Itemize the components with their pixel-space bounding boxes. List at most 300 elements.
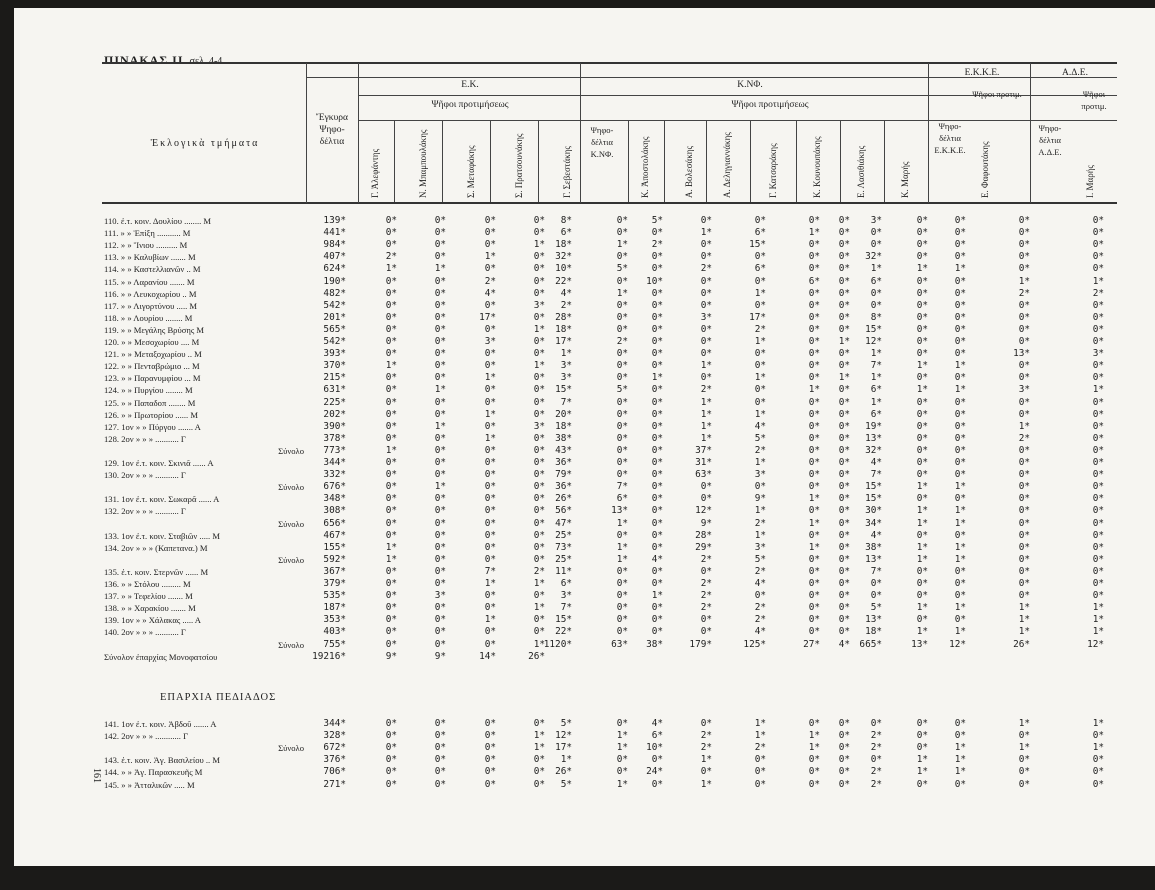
table-cell: 0*: [616, 766, 628, 778]
table-cell: 0*: [533, 626, 545, 638]
table-cell: 0*: [533, 718, 545, 729]
candidate-header: Ν. Μπαμπουλάκης: [418, 129, 428, 198]
table-cell: 0*: [1092, 263, 1104, 275]
table-cell: 4*: [560, 287, 572, 299]
table-cell: 0*: [434, 444, 446, 456]
table-cell: 0*: [385, 614, 397, 626]
row-label: 126. » » Πρωτορίου ...... Μ: [104, 409, 198, 420]
table-cell: 0*: [533, 590, 545, 602]
table-cell: 1*: [838, 336, 850, 347]
table-cell: 0*: [651, 626, 663, 638]
table-cell: 0*: [434, 638, 446, 650]
table-cell: 0*: [1018, 372, 1030, 384]
table-cell: 0*: [916, 372, 928, 384]
header-valid: Ἔγκυρα Ψηφο- δέλτια: [316, 113, 348, 147]
table-cell: 0*: [838, 384, 850, 396]
table-cell: 0*: [870, 239, 882, 251]
table-cell: 0*: [1018, 311, 1030, 323]
table-cell: 370*: [323, 360, 346, 372]
table-cell: 0*: [754, 778, 766, 790]
table-cell: 0*: [916, 336, 928, 347]
column-divider: [490, 121, 491, 202]
table-cell: 0*: [808, 444, 820, 456]
table-cell: 22*: [555, 626, 572, 638]
table-cell: 0*: [484, 323, 496, 335]
table-cell: 0*: [700, 215, 712, 226]
table-cell: 1*: [385, 541, 397, 553]
table-cell: 0*: [838, 457, 850, 468]
table-cell: 441*: [323, 227, 346, 239]
row-label: 112. » » Ἴνιου .......... Μ: [104, 240, 188, 251]
header-pref-ek: Ψῆφοι προτιμήσεως: [431, 100, 509, 110]
table-cell: 0*: [838, 251, 850, 263]
table-cell: 0*: [533, 444, 545, 456]
table-cell: 3*: [870, 215, 882, 226]
table-cell: 2*: [616, 336, 628, 347]
table-cell: 773*: [323, 444, 346, 456]
column-divider: [706, 121, 707, 202]
row-label: 110. ἐ.τ. κοιν. Δουλίου ........ Μ: [104, 216, 212, 226]
table-cell: 5*: [616, 384, 628, 396]
table-cell: 0*: [1092, 457, 1104, 468]
table-cell: 0*: [954, 444, 966, 456]
table-cell: 0*: [916, 469, 928, 481]
table-cell: 11*: [555, 565, 572, 577]
table-cell: 0*: [838, 481, 850, 493]
table-cell: 1*: [616, 517, 628, 529]
table-cell: 0*: [484, 718, 496, 729]
table-cell: 0*: [838, 541, 850, 553]
table-cell: 0*: [484, 444, 496, 456]
table-cell: 0*: [434, 299, 446, 311]
table-cell: 0*: [651, 299, 663, 311]
table-cell: 9*: [754, 493, 766, 505]
table-cell: 38*: [646, 638, 663, 650]
row-label: 136. » » Στόλου ......... Μ: [104, 579, 191, 589]
table-cell: 190*: [323, 275, 346, 287]
table-cell: 1*: [954, 742, 966, 754]
table-cell: 36*: [555, 457, 572, 468]
table-cell: 17*: [555, 336, 572, 347]
row-label: 140. 2ον » » » ........... Γ: [104, 627, 186, 638]
table-cell: 0*: [616, 529, 628, 541]
table-cell: 0*: [651, 287, 663, 299]
table-cell: 0*: [484, 420, 496, 432]
table-cell: 3*: [560, 590, 572, 602]
table-cell: 0*: [616, 718, 628, 729]
table-cell: 0*: [1018, 215, 1030, 226]
table-cell: 0*: [533, 384, 545, 396]
table-cell: 2*: [700, 578, 712, 589]
table-cell: 0*: [434, 553, 446, 565]
table-cell: 0*: [1018, 336, 1030, 347]
table-cell: 0*: [1092, 553, 1104, 565]
table-cell: 0*: [954, 336, 966, 347]
table-cell: 1*: [434, 481, 446, 493]
table-cell: 0*: [1018, 730, 1030, 742]
table-cell: 0*: [484, 754, 496, 766]
table-cell: 0*: [1092, 493, 1104, 505]
table-cell: 1*: [560, 754, 572, 766]
table-cell: 0*: [808, 529, 820, 541]
table-cell: 0*: [484, 481, 496, 493]
table-cell: 0*: [838, 239, 850, 251]
candidate-header: Α. Δεληγιαννάκης: [722, 132, 732, 198]
table-cell: 0*: [916, 718, 928, 729]
table-cell: 0*: [434, 565, 446, 577]
table-cell: 0*: [838, 529, 850, 541]
table-cell: 0*: [838, 565, 850, 577]
table-cell: 0*: [1018, 263, 1030, 275]
table-cell: 20*: [555, 408, 572, 420]
table-cell: 18*: [555, 239, 572, 251]
table-cell: 1*: [1092, 275, 1104, 287]
table-cell: 0*: [484, 384, 496, 396]
table-cell: 1*: [808, 384, 820, 396]
table-cell: 0*: [616, 396, 628, 408]
table-cell: 2*: [560, 299, 572, 311]
table-cell: 3*: [754, 541, 766, 553]
table-cell: 0*: [385, 529, 397, 541]
table-cell: 0*: [434, 493, 446, 505]
table-cell: 0*: [916, 444, 928, 456]
table-cell: 4*: [754, 420, 766, 432]
table-cell: 4*: [838, 638, 850, 650]
row-label: 122. » » Πενταβρώμιο ... Μ: [104, 361, 200, 372]
table-cell: 2*: [754, 323, 766, 335]
table-cell: 0*: [1018, 408, 1030, 420]
table-cell: 0*: [1018, 778, 1030, 790]
table-cell: 0*: [533, 372, 545, 384]
table-cell: 0*: [838, 614, 850, 626]
table-cell: 0*: [651, 754, 663, 766]
table-cell: 0*: [385, 754, 397, 766]
table-cell: 0*: [838, 578, 850, 589]
table-cell: 0*: [916, 778, 928, 790]
table-cell: 1*: [916, 505, 928, 517]
table-cell: 0*: [1092, 766, 1104, 778]
table-cell: 0*: [385, 432, 397, 444]
table-cell: 0*: [434, 323, 446, 335]
table-cell: 3*: [700, 311, 712, 323]
table-cell: 0*: [1092, 408, 1104, 420]
table-cell: 0*: [385, 408, 397, 420]
table-cell: 0*: [434, 602, 446, 614]
table-cell: 1*: [434, 384, 446, 396]
table-cell: 0*: [808, 553, 820, 565]
table-cell: 0*: [1092, 251, 1104, 263]
table-cell: 0*: [484, 348, 496, 360]
table-cell: 0*: [1092, 517, 1104, 529]
table-cell: 26*: [1013, 638, 1030, 650]
table-cell: 2*: [870, 778, 882, 790]
table-cell: 2*: [1018, 432, 1030, 444]
table-cell: 0*: [808, 766, 820, 778]
table-cell: 1*: [484, 432, 496, 444]
table-cell: 0*: [838, 505, 850, 517]
table-cell: 179*: [689, 638, 712, 650]
table-cell: 535*: [323, 590, 346, 602]
table-cell: 0*: [916, 323, 928, 335]
table-cell: 0*: [385, 638, 397, 650]
table-cell: 0*: [484, 360, 496, 372]
table-cell: 0*: [434, 239, 446, 251]
table-cell: 467*: [323, 529, 346, 541]
table-cell: 0*: [651, 529, 663, 541]
table-cell: 202*: [323, 408, 346, 420]
table-cell: 0*: [1092, 432, 1104, 444]
table-cell: 25*: [555, 529, 572, 541]
table-cell: 0*: [651, 408, 663, 420]
table-cell: 0*: [385, 420, 397, 432]
table-cell: 18*: [555, 420, 572, 432]
table-cell: 482*: [323, 287, 346, 299]
table-cell: 0*: [434, 251, 446, 263]
table-cell: 0*: [808, 263, 820, 275]
table-cell: 376*: [323, 754, 346, 766]
table-cell: 1*: [916, 602, 928, 614]
table-cell: 4*: [484, 287, 496, 299]
table-cell: 13*: [911, 638, 928, 650]
table-cell: 4*: [754, 626, 766, 638]
table-cell: 1*: [533, 638, 545, 650]
table-subtitle: σελ. 4-4: [189, 56, 223, 67]
table-cell: 0*: [808, 481, 820, 493]
table-cell: 0*: [808, 432, 820, 444]
header-divider: [306, 63, 307, 203]
table-cell: 0*: [700, 493, 712, 505]
table-cell: 0*: [533, 336, 545, 347]
table-cell: 0*: [434, 360, 446, 372]
table-cell: 6*: [870, 408, 882, 420]
table-cell: 5*: [754, 553, 766, 565]
table-cell: 1*: [385, 553, 397, 565]
table-cell: 7*: [870, 565, 882, 577]
table-cell: 0*: [700, 766, 712, 778]
table-cell: 0*: [954, 287, 966, 299]
table-cell: 0*: [484, 396, 496, 408]
table-cell: 0*: [808, 602, 820, 614]
table-cell: 0*: [1018, 239, 1030, 251]
table-cell: 15*: [749, 239, 766, 251]
table-cell: 43*: [555, 444, 572, 456]
table-cell: 1*: [1018, 614, 1030, 626]
table-cell: 0*: [484, 505, 496, 517]
table-cell: 0*: [838, 323, 850, 335]
table-cell: 0*: [434, 505, 446, 517]
table-cell: 0*: [1092, 311, 1104, 323]
table-cell: 0*: [651, 396, 663, 408]
table-cell: 0*: [651, 602, 663, 614]
table-cell: 1*: [1092, 718, 1104, 729]
table-cell: 1*: [808, 517, 820, 529]
table-cell: 348*: [323, 493, 346, 505]
table-cell: 0*: [484, 638, 496, 650]
table-cell: 1*: [754, 457, 766, 468]
header-divider: [580, 63, 581, 203]
table-cell: 0*: [1018, 396, 1030, 408]
table-cell: 0*: [808, 457, 820, 468]
table-cell: 0*: [484, 553, 496, 565]
table-cell: 0*: [616, 444, 628, 456]
table-cell: 0*: [1092, 227, 1104, 239]
table-cell: 6*: [870, 384, 882, 396]
table-cell: 1*: [700, 396, 712, 408]
row-label: 127. 1ον » » Πύργου ....... Α: [104, 421, 201, 432]
table-cell: 7*: [870, 469, 882, 481]
table-cell: 7*: [484, 565, 496, 577]
table-cell: 0*: [651, 227, 663, 239]
table-cell: 0*: [1018, 469, 1030, 481]
table-cell: 0*: [385, 469, 397, 481]
table-cell: 0*: [838, 444, 850, 456]
table-cell: 0*: [916, 742, 928, 754]
table-cell: 1*: [385, 263, 397, 275]
table-cell: 4*: [651, 718, 663, 729]
row-label: Σύνολον ἐπαρχίας Μονοφατσίου: [104, 651, 218, 662]
header-knf: Κ.ΝΦ.: [737, 80, 763, 90]
table-cell: 271*: [323, 778, 346, 790]
table-cell: 0*: [916, 311, 928, 323]
table-cell: 0*: [616, 565, 628, 577]
table-cell: 0*: [1018, 590, 1030, 602]
table-cell: 0*: [616, 432, 628, 444]
table-cell: 0*: [954, 457, 966, 468]
table-cell: 0*: [385, 457, 397, 468]
table-cell: 1*: [1018, 602, 1030, 614]
table-cell: 0*: [808, 420, 820, 432]
candidate-header: Γ. Ἀλεφάντης: [370, 148, 380, 198]
table-cell: 0*: [1092, 372, 1104, 384]
header-pref-knf: Ψῆφοι προτιμήσεως: [731, 100, 809, 110]
header-ballots-knf: Ψηφο- δέλτια Κ.ΝΦ.: [590, 125, 614, 159]
table-cell: 0*: [385, 626, 397, 638]
table-cell: 0*: [808, 336, 820, 347]
table-cell: 0*: [533, 227, 545, 239]
table-cell: 565*: [323, 323, 346, 335]
table-cell: 0*: [1018, 227, 1030, 239]
table-cell: 0*: [870, 590, 882, 602]
table-cell: 0*: [434, 469, 446, 481]
table-cell: 0*: [385, 323, 397, 335]
table-cell: 0*: [838, 215, 850, 226]
table-cell: 0*: [916, 215, 928, 226]
table-cell: 13*: [865, 614, 882, 626]
table-cell: 0*: [385, 239, 397, 251]
table-cell: 1*: [954, 754, 966, 766]
table-cell: 0*: [1092, 505, 1104, 517]
table-cell: 4*: [870, 529, 882, 541]
table-cell: 1*: [616, 287, 628, 299]
table-cell: 26*: [528, 650, 545, 662]
table-cell: 0*: [916, 299, 928, 311]
table-cell: 19*: [865, 420, 882, 432]
table-cell: 0*: [1092, 215, 1104, 226]
header-divider: [358, 63, 359, 203]
table-cell: 2*: [700, 553, 712, 565]
table-cell: 25*: [555, 553, 572, 565]
table-cell: 407*: [323, 251, 346, 263]
table-cell: 0*: [838, 263, 850, 275]
table-cell: 0*: [916, 251, 928, 263]
table-cell: 0*: [533, 766, 545, 778]
table-cell: 1*: [954, 517, 966, 529]
table-cell: 0*: [754, 348, 766, 360]
table-cell: 0*: [616, 275, 628, 287]
table-cell: 1*: [916, 517, 928, 529]
table-cell: 332*: [323, 469, 346, 481]
table-cell: 0*: [484, 541, 496, 553]
table-cell: 0*: [870, 287, 882, 299]
table-cell: 3*: [434, 590, 446, 602]
table-cell: 1*: [954, 626, 966, 638]
table-cell: 0*: [954, 408, 966, 420]
header-ballots-ekke: Ψηφο- δέλτια Ε.Κ.Κ.Ε.: [934, 121, 966, 155]
table-cell: 0*: [484, 493, 496, 505]
table-cell: 1*: [616, 553, 628, 565]
table-cell: 2*: [754, 565, 766, 577]
table-cell: 1*: [1092, 384, 1104, 396]
table-cell: 0*: [484, 730, 496, 742]
table-cell: 12*: [555, 730, 572, 742]
row-label: 135. ἐ.τ. κοιν. Στερνῶν ...... Μ: [104, 566, 209, 577]
table-cell: 0*: [385, 481, 397, 493]
table-cell: 0*: [385, 493, 397, 505]
table-cell: 38*: [555, 432, 572, 444]
table-cell: 0*: [808, 287, 820, 299]
row-label: 138. » » Χαρακίου ....... Μ: [104, 603, 196, 614]
table-cell: 0*: [916, 614, 928, 626]
table-cell: 0*: [916, 227, 928, 239]
table-cell: 0*: [651, 493, 663, 505]
row-label: 115. » » Λαρανίου ....... Μ: [104, 276, 195, 287]
table-cell: 0*: [484, 227, 496, 239]
header-districts: Ἐκλογικὰ τμήματα: [150, 138, 260, 149]
table-cell: 0*: [533, 529, 545, 541]
table-cell: 0*: [1018, 323, 1030, 335]
table-cell: 1*: [754, 505, 766, 517]
table-cell: 0*: [838, 590, 850, 602]
table-cell: 2*: [651, 239, 663, 251]
table-cell: 1*: [1092, 742, 1104, 754]
row-label: 143. ἐ.τ. κοιν. Ἁγ. Βασιλείου .. Μ: [104, 755, 220, 766]
table-cell: 0*: [651, 311, 663, 323]
table-cell: 0*: [616, 626, 628, 638]
table-cell: 187*: [323, 602, 346, 614]
table-cell: 34*: [865, 517, 882, 529]
table-cell: 0*: [1018, 541, 1030, 553]
row-label: 131. 1ον ἐ.τ. κοιν. Σωκαρᾶ ...... Α: [104, 494, 220, 505]
table-cell: 2*: [700, 602, 712, 614]
table-cell: 0*: [954, 275, 966, 287]
candidate-header: Γ. Κατσαράκης: [768, 143, 778, 198]
table-cell: 18*: [555, 323, 572, 335]
table-cell: 0*: [916, 287, 928, 299]
row-label: 124. » » Πυργίου ........ Μ: [104, 385, 193, 396]
table-cell: 5*: [560, 778, 572, 790]
row-label: 121. » » Μεταξοχωρίου .. Μ: [104, 349, 202, 360]
table-cell: 0*: [651, 384, 663, 396]
table-cell: 2*: [754, 444, 766, 456]
row-label: 129. 1ον ἐ.τ. κοιν. Σκινιᾶ ...... Α: [104, 458, 214, 468]
table-cell: 1*: [533, 742, 545, 754]
table-cell: 7*: [560, 602, 572, 614]
table-cell: 0*: [700, 626, 712, 638]
table-cell: 0*: [434, 517, 446, 529]
table-cell: 1*: [954, 766, 966, 778]
table-cell: 215*: [323, 372, 346, 384]
table-cell: 0*: [385, 384, 397, 396]
